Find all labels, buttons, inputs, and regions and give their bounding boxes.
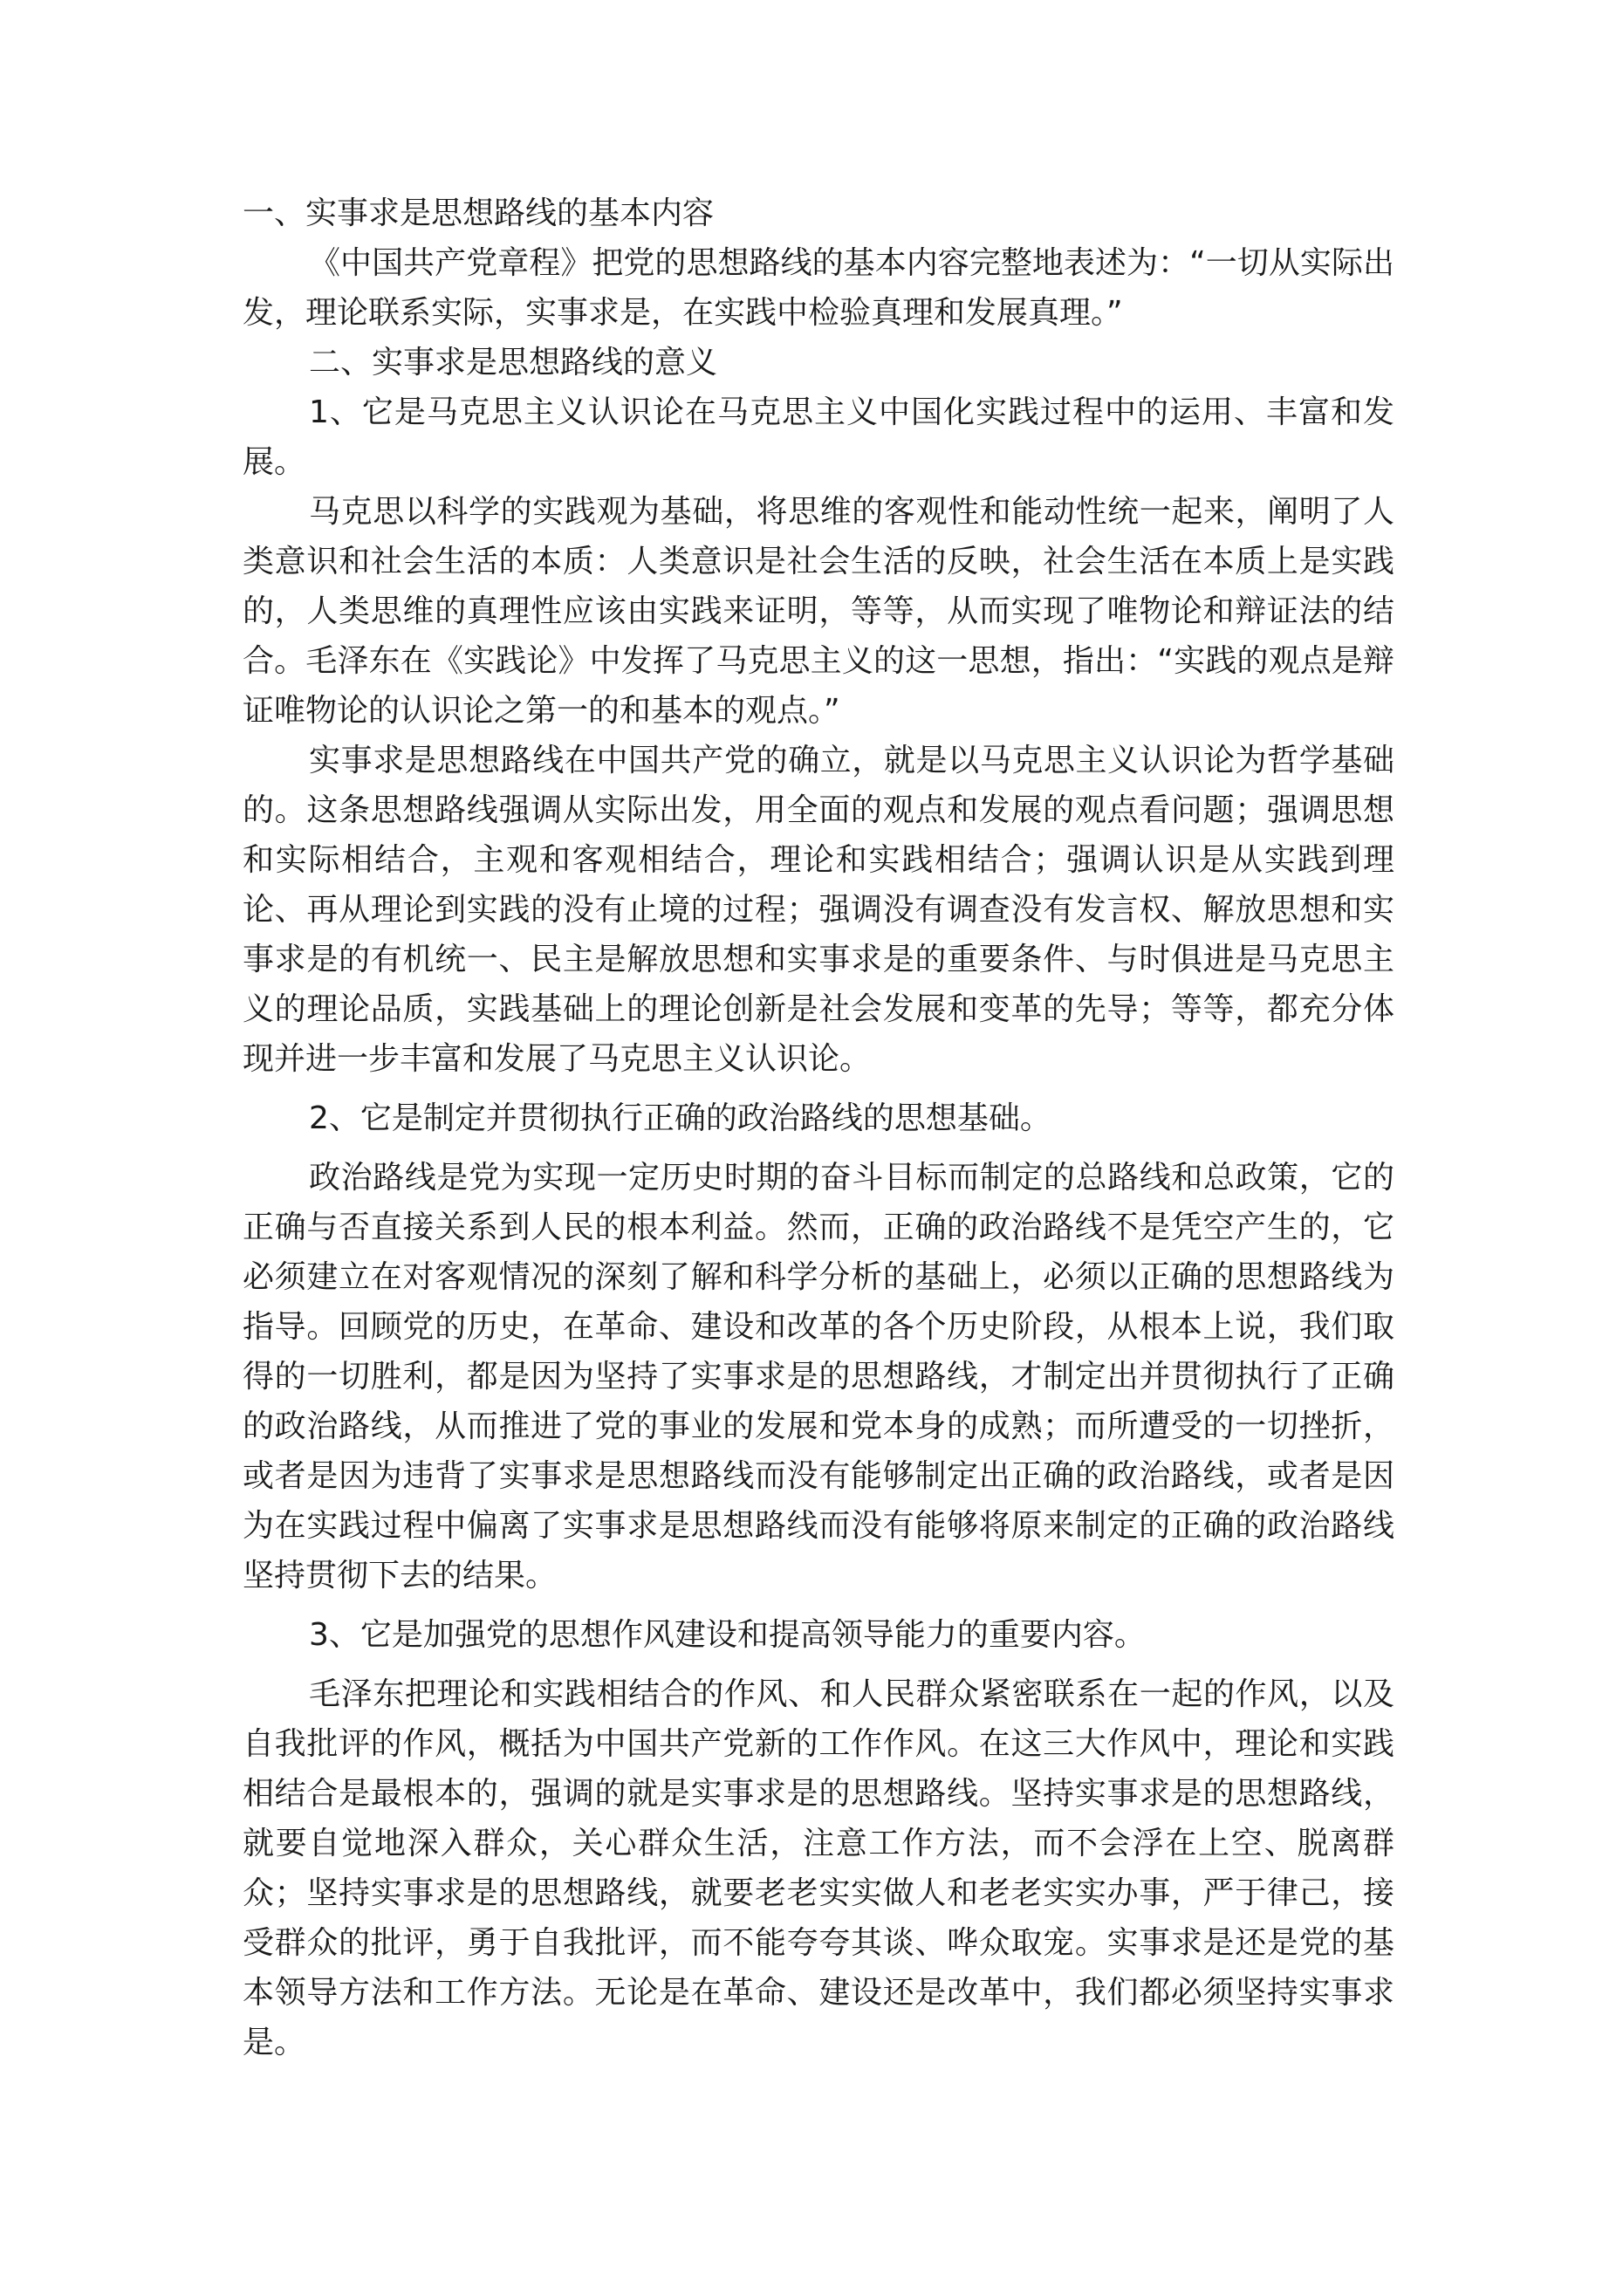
section-heading-basic-content: 一、实事求是思想路线的基本内容	[243, 195, 715, 231]
document-body	[243, 188, 1394, 2067]
paragraph-marx-practice: 马克思以科学的实践观为基础，将思维的客观性和能动性统一起来，阐明了人类意识和社会生活的本质：人类意识是社会生活的反映，社会生活在本质上是实践的，人类思维的真理性应该由实践来证明，等等，从而实现了唯物论和辩证法的结合。毛泽东在《实践论》中发挥了马克思主义的这一思想，指出：“实践的观点是辩证唯物论的认识论之第一的和基本的观点。”	[243, 494, 1394, 729]
paragraph-charter-definition: 《中国共产党章程》把党的思想路线的基本内容完整地表述为：“一切从实际出发，理论联系实际，实事求是，在实践中检验真理和发展真理。”	[243, 245, 1394, 331]
section-heading-significance: 二、实事求是思想路线的意义	[309, 345, 718, 380]
point-2-heading: 2、它是制定并贯彻执行正确的政治路线的思想基础。	[309, 1100, 1051, 1136]
point-1-heading: 1、它是马克思主义认识论在马克思主义中国化实践过程中的运用、丰富和发展。	[243, 394, 1394, 480]
point-3-heading: 3、它是加强党的思想作风建设和提高领导能力的重要内容。	[309, 1617, 1146, 1653]
paragraph-work-style: 毛泽东把理论和实践相结合的作风、和人民群众紧密联系在一起的作风，以及自我批评的作风，概括为中国共产党新的工作作风。在这三大作风中，理论和实践相结合是最根本的，强调的就是实事求是的思想路线。坚持实事求是的思想路线，就要自觉地深入群众，关心群众生活，注意工作方法，而不会浮在上空、脱离群众；坚持实事求是的思想路线，就要老老实实做人和老老实实办事，严于律己，接受群众的批评，勇于自我批评，而不能夸夸其谈、哗众取宠。实事求是还是党的基本领导方法和工作方法。无论是在革命、建设还是改革中，我们都必须坚持实事求是。	[243, 1676, 1394, 2060]
paragraph-line-establishment: 实事求是思想路线在中国共产党的确立，就是以马克思主义认识论为哲学基础的。这条思想路线强调从实际出发，用全面的观点和发展的观点看问题；强调思想和实际相结合，主观和客观相结合，理论和实践相结合；强调认识是从实践到理论、再从理论到实践的没有止境的过程；强调没有调查没有发言权、解放思想和实事求是的有机统一、民主是解放思想和实事求是的重要条件、与时俱进是马克思主义的理论品质，实践基础上的理论创新是社会发展和变革的先导；等等，都充分体现并进一步丰富和发展了马克思主义认识论。	[243, 743, 1394, 1077]
paragraph-political-line: 政治路线是党为实现一定历史时期的奋斗目标而制定的总路线和总政策，它的正确与否直接关系到人民的根本利益。然而，正确的政治路线不是凭空产生的，它必须建立在对客观情况的深刻了解和科学分析的基础上，必须以正确的思想路线为指导。回顾党的历史，在革命、建设和改革的各个历史阶段，从根本上说，我们取得的一切胜利，都是因为坚持了实事求是的思想路线，才制定出并贯彻执行了正确的政治路线，从而推进了党的事业的发展和党本身的成熟；而所遭受的一切挫折，或者是因为违背了实事求是思想路线而没有能够制定出正确的政治路线，或者是因为在实践过程中偏离了实事求是思想路线而没有能够将原来制定的正确的政治路线坚持贯彻下去的结果。	[243, 1160, 1394, 1593]
